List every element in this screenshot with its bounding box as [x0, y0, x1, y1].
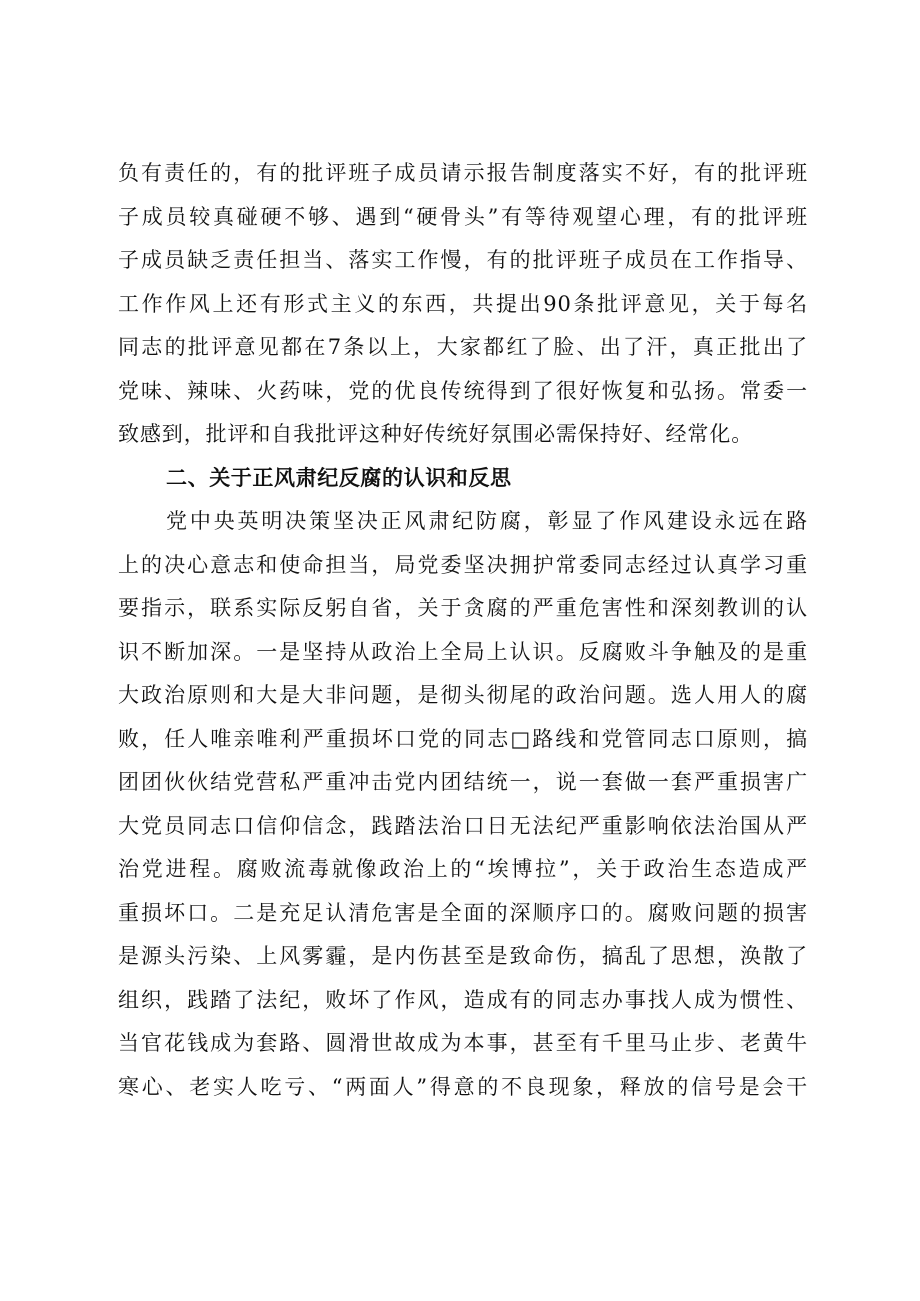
document-body [118, 152, 808, 1109]
paragraph-line: 识不断加深。一是坚持从政治上全局上认识。反腐败斗争触及的是重 [118, 639, 808, 664]
paragraph-line: 负有责任的，有的批评班子成员请示报告制度落实不好，有的批评班 [118, 161, 808, 185]
paragraph-line: 治党进程。腐败流毒就像政治上的“埃博拉”，关于政治生态造成严 [118, 857, 808, 881]
paragraph-line: 同志的批评意见都在7条以上，大家都红了脸、出了汗，真正批出了 [118, 335, 808, 359]
paragraph-line: 党味、辣味、火药味，党的优良传统得到了很好恢复和弘扬。常委一 [118, 378, 808, 403]
paragraph-line: 当官花钱成为套路、圆滑世故成为本事，甚至有千里马止步、老黄牛 [118, 1031, 808, 1055]
paragraph-line: 团团伙伙结党营私严重冲击党内团结统一，说一套做一套严重损害广 [118, 770, 808, 794]
paragraph-line: 寒心、老实人吃亏、“两面人”得意的不良现象，释放的信号是会干 [118, 1074, 808, 1099]
paragraph-line: 重损坏口。二是充足认清危害是全面的深顺序口的。腐败问题的损害 [118, 900, 808, 925]
paragraph-line: 组织，践踏了法纪，败坏了作风，造成有的同志办事找人成为惯性、 [118, 987, 808, 1012]
paragraph-line: 工作作风上还有形式主义的东西，共提出90条批评意见，关于每名 [118, 291, 808, 316]
paragraph-line: 败，任人唯亲唯利严重损坏口党的同志□路线和党管同志口原则，搞 [118, 726, 808, 751]
section-heading: 二、关于正风肃纪反腐的认识和反思 [166, 465, 512, 490]
paragraph-line: 上的决心意志和使命担当，局党委坚决拥护常委同志经过认真学习重 [118, 552, 808, 577]
paragraph-line: 是源头污染、上风雾霾，是内伤甚至是致命伤，搞乱了思想，涣散了 [118, 944, 808, 968]
paragraph-line: 大党员同志口信仰信念，践踏法治口日无法纪严重影响依法治国从严 [118, 813, 808, 838]
paragraph-line: 大政治原则和大是大非问题，是彻头彻尾的政治问题。选人用人的腐 [118, 683, 808, 707]
paragraph-line: 要指示，联系实际反躬自省，关于贪腐的严重危害性和深刻教训的认 [118, 596, 808, 620]
paragraph-line: 子成员较真碰硬不够、遇到“硬骨头”有等待观望心理，有的批评班 [118, 204, 808, 229]
paragraph-line: 党中央英明决策坚决正风肃纪防腐，彰显了作风建设永远在路 [166, 509, 808, 533]
paragraph-line: 致感到，批评和自我批评这种好传统好氛围必需保持好、经常化。 [118, 422, 754, 446]
paragraph-line: 子成员缺乏责任担当、落实工作慢，有的批评班子成员在工作指导、 [118, 248, 808, 272]
